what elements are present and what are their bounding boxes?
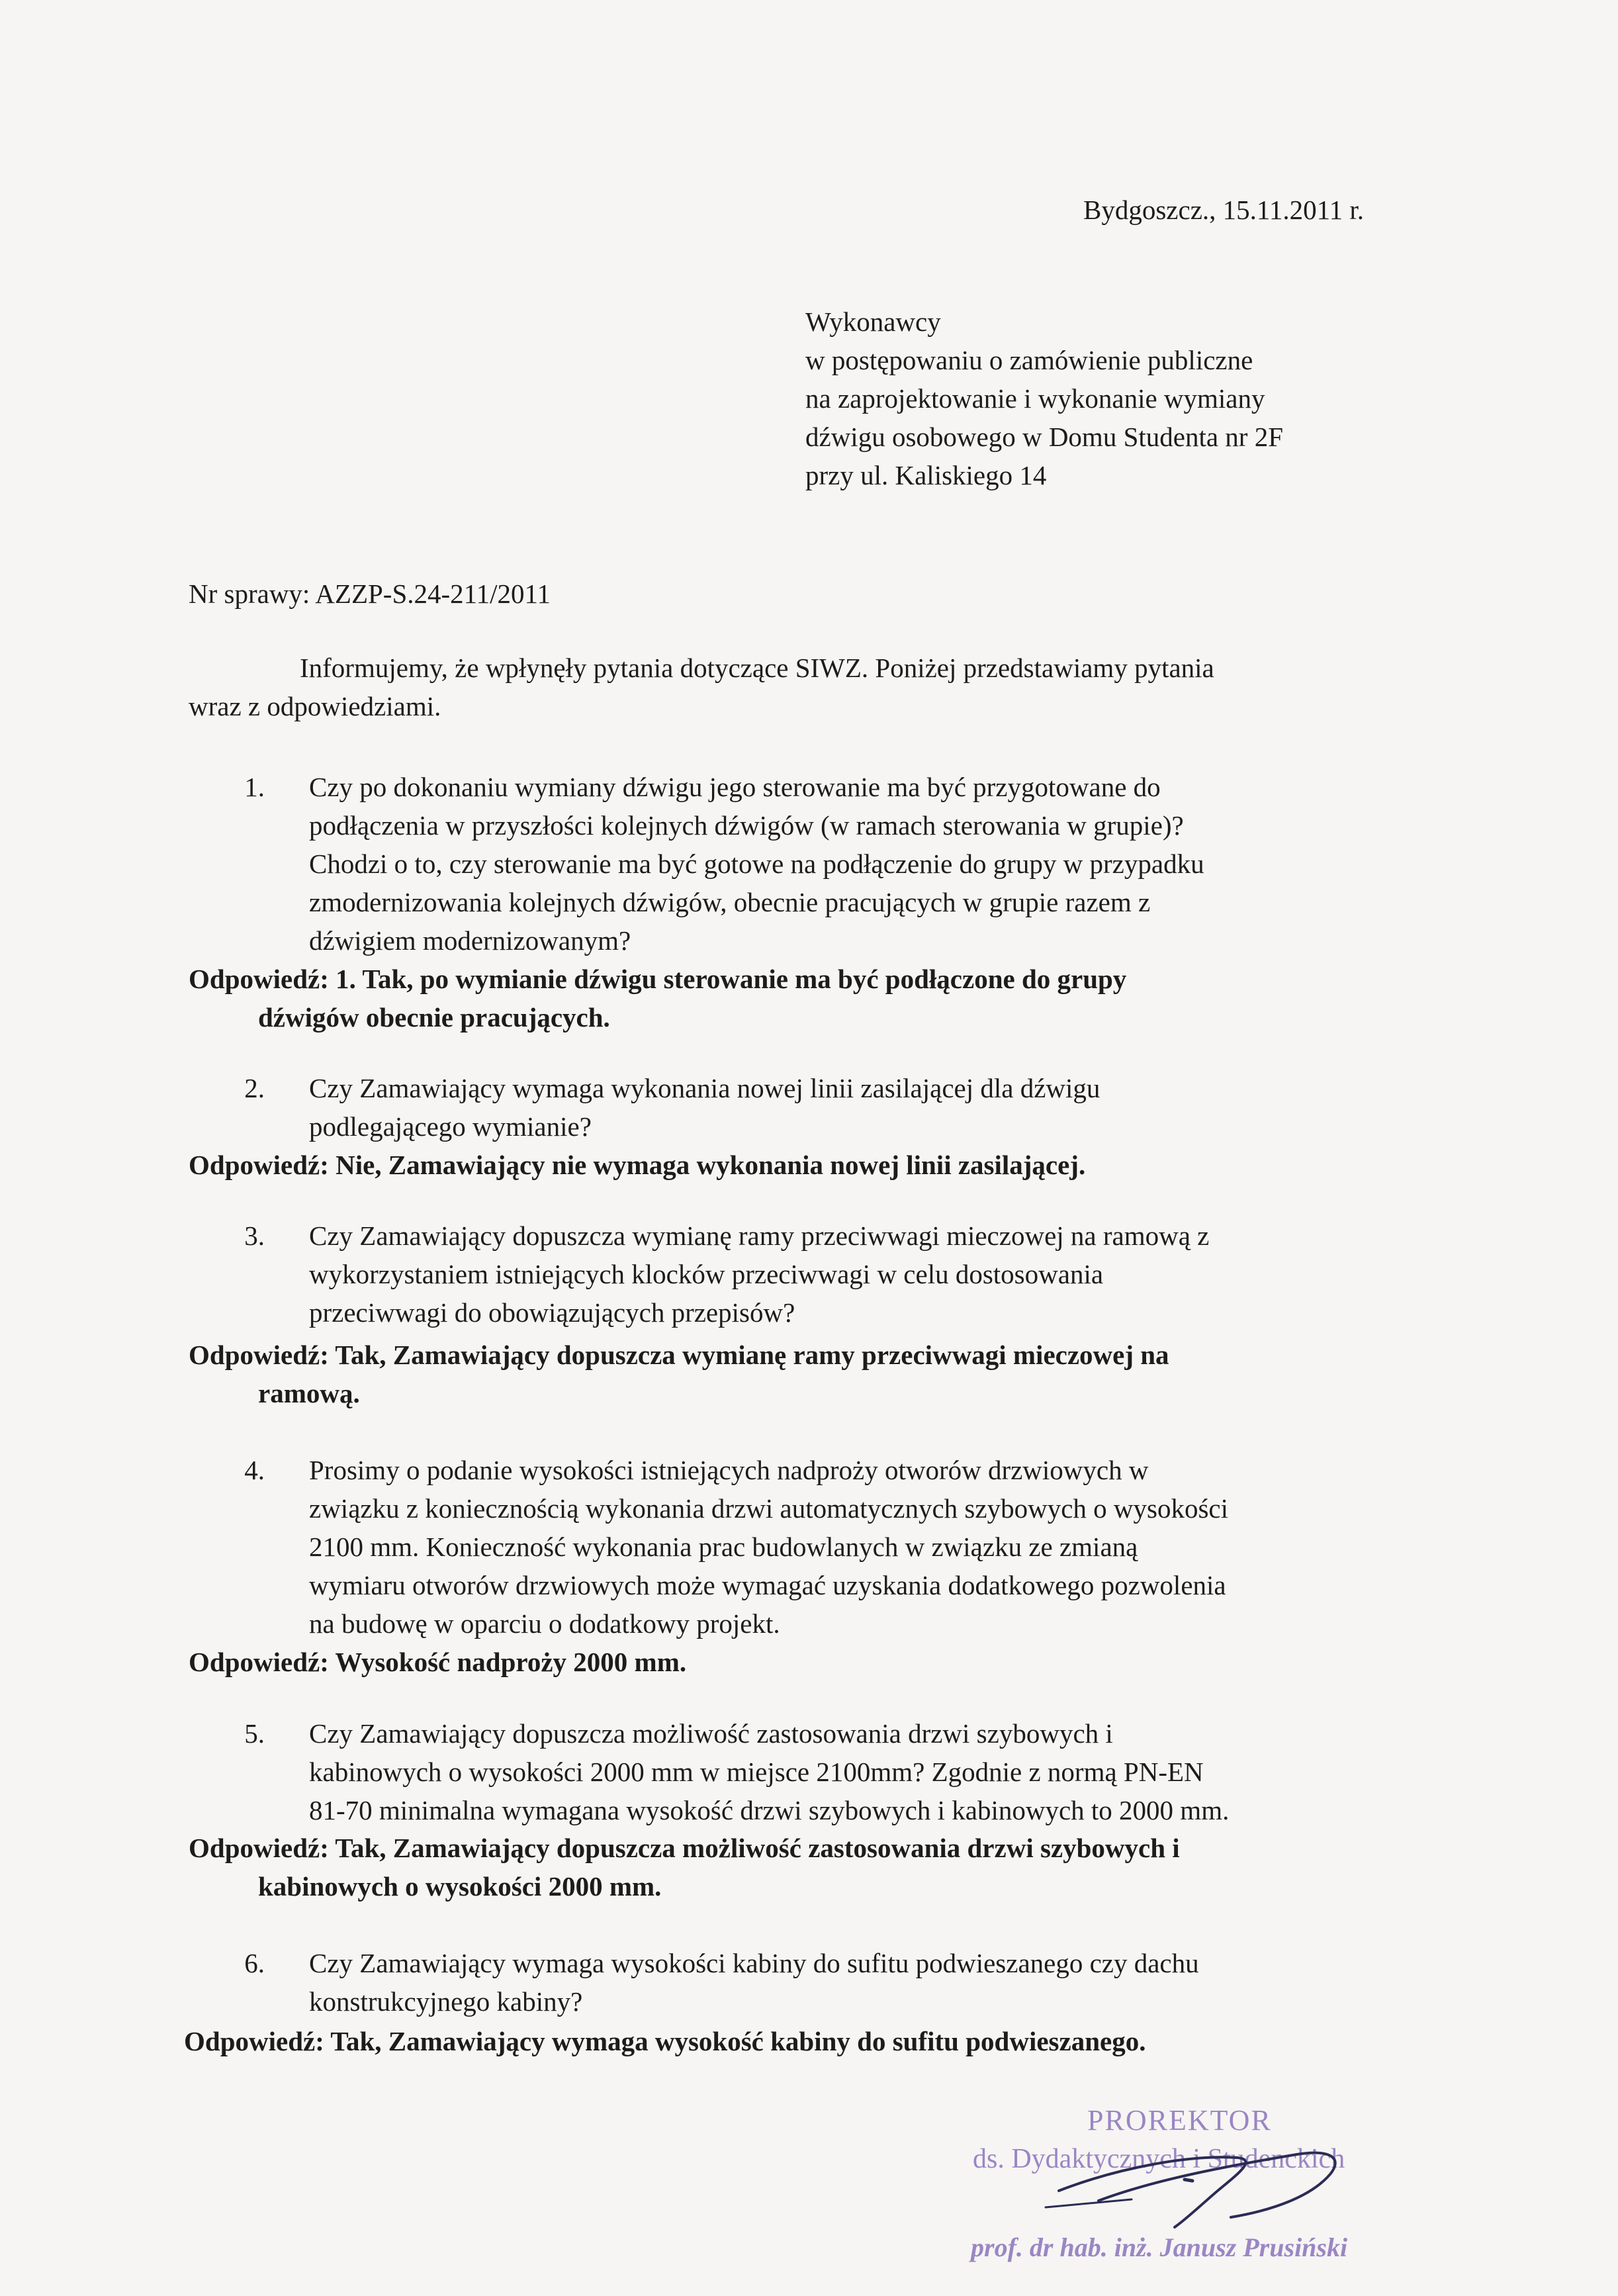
question-number: 3. [244,1220,265,1251]
recipient-line: Wykonawcy [805,306,941,337]
question-number: 1. [244,772,265,802]
question-line: konstrukcyjnego kabiny? [309,1986,583,2017]
question-line: Czy Zamawiający dopuszcza możliwość zastosowania drzwi szybowych i [309,1718,1113,1749]
answer-line: ramową. [258,1378,360,1408]
question-number: 2. [244,1073,265,1103]
answer-line: Odpowiedź: Tak, Zamawiający wymaga wysokość kabiny do sufitu podwieszanego. [184,2026,1146,2056]
question-text [309,768,1204,960]
question-line: Prosimy o podanie wysokości istniejących nadproży otworów drzwiowych w [309,1455,1149,1485]
stamp-title: PROREKTOR [1087,2104,1272,2136]
question-line: kabinowych o wysokości 2000 mm w miejsce 2100mm? Zgodnie z normą PN-EN [309,1757,1204,1787]
question-line: Czy Zamawiający wymaga wysokości kabiny do sufitu podwieszanego czy dachu [309,1948,1199,1978]
question-line: 81-70 minimalna wymagana wysokość drzwi szybowych i kabinowych to 2000 mm. [309,1795,1230,1825]
question-text [309,1451,1228,1643]
recipient-line: przy ul. Kaliskiego 14 [805,460,1047,490]
question-line: na budowę w oparciu o dodatkowy projekt. [309,1608,780,1639]
stamp-name: prof. dr hab. inż. Janusz Prusiński [971,2232,1348,2262]
question-line: Czy Zamawiający wymaga wykonania nowej linii zasilającej dla dźwigu [309,1073,1101,1103]
answer-line: Odpowiedź: Tak, Zamawiający dopuszcza wymianę ramy przeciwwagi mieczowej na [189,1340,1169,1370]
question-line: wymiaru otworów drzwiowych może wymagać uzyskania dodatkowego pozwolenia [309,1570,1226,1600]
recipient-line: na zaprojektowanie i wykonanie wymiany [805,383,1265,414]
question-text [309,1069,1100,1146]
answer-line: Odpowiedź: 1. Tak, po wymianie dźwigu sterowanie ma być podłączone do grupy [189,964,1127,994]
question-line: związku z koniecznością wykonania drzwi automatycznych szybowych o wysokości [309,1493,1228,1524]
question-text [309,1714,1229,1829]
question-line: podlegającego wymianie? [309,1111,592,1142]
intro-line: wraz z odpowiedziami. [189,691,441,721]
handwritten-signature [1019,2128,1363,2234]
question-number: 6. [244,1948,265,1978]
question-line: Czy po dokonaniu wymiany dźwigu jego sterowanie ma być przygotowane do [309,772,1161,802]
case-number: Nr sprawy: AZZP-S.24-211/2011 [189,578,551,609]
stamp-subtitle: ds. Dydaktycznych i Studenckich [973,2144,1345,2174]
question-line: przeciwwagi do obowiązujących przepisów? [309,1297,795,1328]
question-line: podłączenia w przyszłości kolejnych dźwigów (w ramach sterowania w grupie)? [309,810,1184,841]
answer-line: Odpowiedź: Wysokość nadproży 2000 mm. [189,1647,687,1677]
question-text [309,1217,1209,1332]
question-line: wykorzystaniem istniejących klocków przeciwwagi w celu dostosowania [309,1259,1104,1289]
answer-line: dźwigów obecnie pracujących. [258,1002,610,1033]
letter-date: Bydgoszcz., 15.11.2011 r. [1083,195,1364,225]
recipient-line: w postępowaniu o zamówienie publiczne [805,345,1253,375]
question-line: 2100 mm. Konieczność wykonania prac budowlanych w związku ze zmianą [309,1532,1138,1562]
question-line: zmodernizowania kolejnych dźwigów, obecnie pracujących w grupie razem z [309,887,1151,917]
answer-line: Odpowiedź: Tak, Zamawiający dopuszcza możliwość zastosowania drzwi szybowych i [189,1833,1180,1863]
question-number: 4. [244,1455,265,1485]
answer-line: kabinowych o wysokości 2000 mm. [258,1871,662,1902]
recipient-address [805,302,1283,494]
recipient-line: dźwigu osobowego w Domu Studenta nr 2F [805,422,1284,452]
question-number: 5. [244,1718,265,1749]
question-line: dźwigiem modernizowanym? [309,925,631,956]
question-line: Czy Zamawiający dopuszcza wymianę ramy przeciwwagi mieczowej na ramową z [309,1220,1210,1251]
question-text [309,1944,1199,2021]
answer-line: Odpowiedź: Nie, Zamawiający nie wymaga wykonania nowej linii zasilającej. [189,1150,1086,1180]
intro-line: Informujemy, że wpłynęły pytania dotyczące SIWZ. Poniżej przedstawiamy pytania [300,653,1214,683]
question-line: Chodzi o to, czy sterowanie ma być gotowe na podłączenie do grupy w przypadku [309,849,1204,879]
